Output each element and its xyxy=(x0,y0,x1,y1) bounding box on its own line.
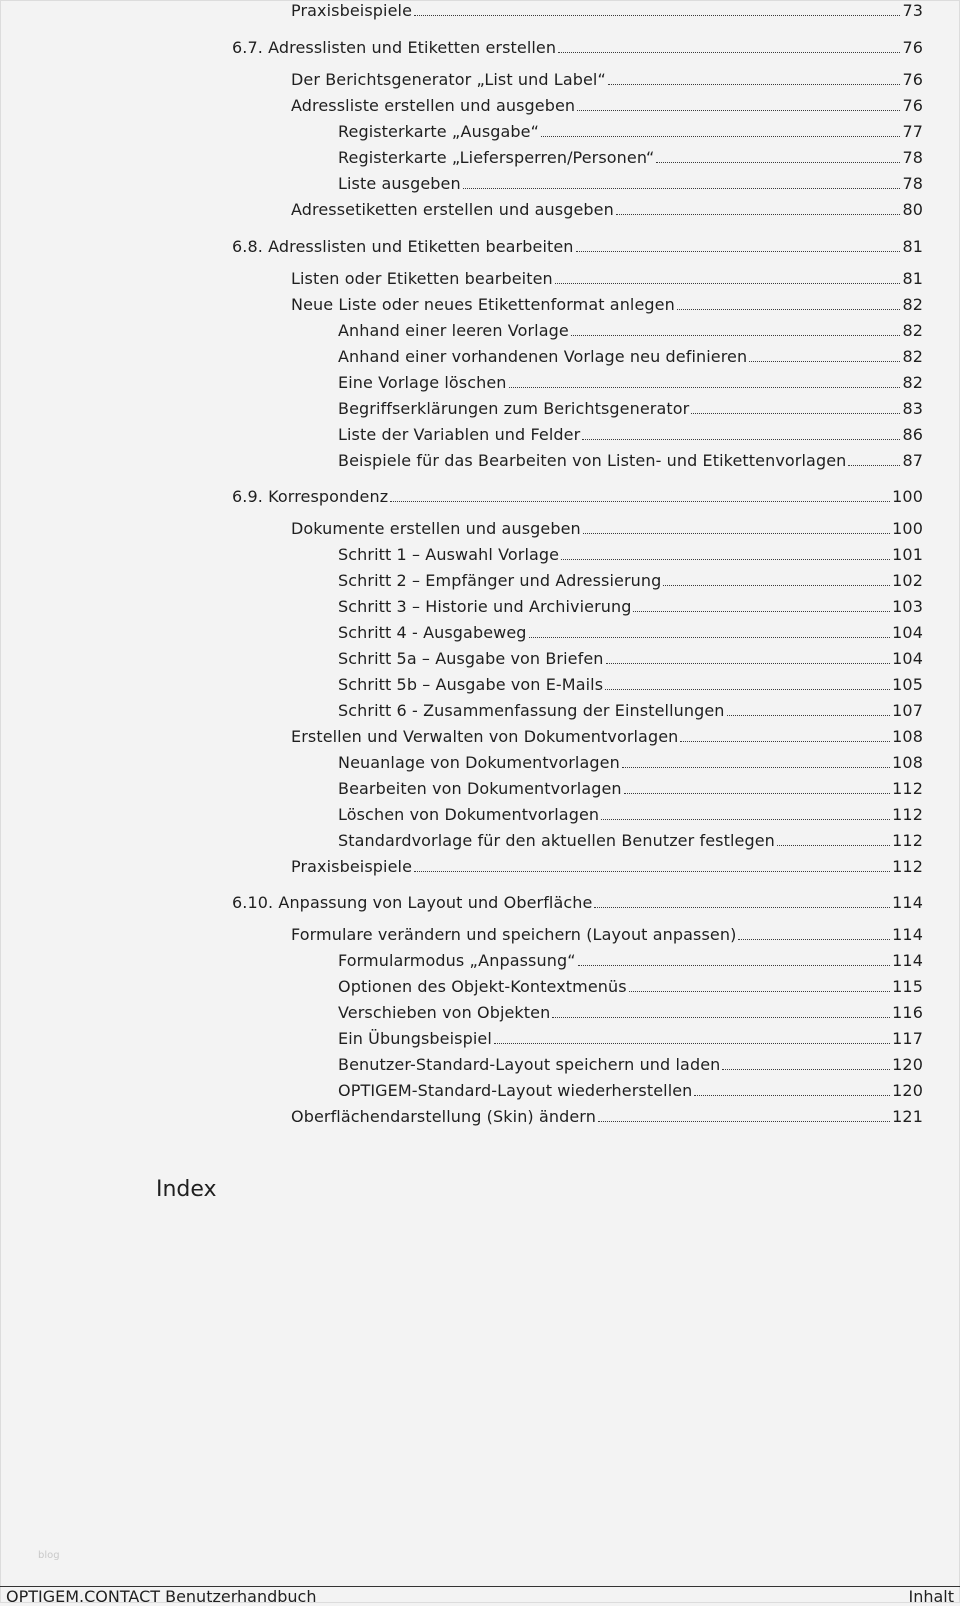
toc-leader-dots xyxy=(594,907,890,908)
toc-page-number: 76 xyxy=(902,96,923,115)
toc-page-number: 82 xyxy=(902,347,923,366)
toc-entry xyxy=(338,347,923,367)
toc-entry-label: Eine Vorlage löschen xyxy=(338,373,507,392)
toc-entry xyxy=(338,122,923,142)
toc-entry xyxy=(338,675,923,695)
toc-entry xyxy=(338,1003,923,1023)
toc-page-number: 101 xyxy=(892,545,923,564)
toc-leader-dots xyxy=(578,965,891,966)
toc-entry xyxy=(338,425,923,445)
toc-leader-dots xyxy=(624,793,890,794)
toc-entry-label: Dokumente erstellen und ausgeben xyxy=(291,519,581,538)
toc-entry-label: Schritt 2 – Empfänger und Adressierung xyxy=(338,571,662,590)
toc-entry-label: Praxisbeispiele xyxy=(291,1,413,20)
toc-page-number: 105 xyxy=(892,675,923,694)
toc-entry xyxy=(338,623,923,643)
toc-entry xyxy=(338,701,923,721)
toc-page-number: 114 xyxy=(892,951,923,970)
toc-leader-dots xyxy=(605,689,890,690)
toc-page-number: 112 xyxy=(892,831,923,850)
toc-entry-label: Neue Liste oder neues Etikettenformat anlegen xyxy=(291,295,675,314)
toc-entry xyxy=(338,831,923,851)
toc-entry-label: Begriffserklärungen zum Berichtsgenerator xyxy=(338,399,690,418)
toc-leader-dots xyxy=(694,1095,890,1096)
toc-leader-dots xyxy=(727,715,891,716)
toc-page-number: 114 xyxy=(892,893,923,912)
toc-entry xyxy=(338,753,923,773)
toc-page-number: 82 xyxy=(902,321,923,340)
toc-page-number: 104 xyxy=(892,623,923,642)
toc-leader-dots xyxy=(749,361,900,362)
toc-leader-dots xyxy=(622,767,890,768)
toc-page-number: 115 xyxy=(892,977,923,996)
footer-document-title: OPTIGEM.CONTACT Benutzerhandbuch xyxy=(6,1587,317,1606)
toc-leader-dots xyxy=(677,309,901,310)
toc-entry xyxy=(291,96,923,116)
toc-entry xyxy=(338,451,923,471)
toc-leader-dots xyxy=(390,501,890,502)
toc-entry-label: Erstellen und Verwalten von Dokumentvorlagen xyxy=(291,727,679,746)
toc-entry xyxy=(338,148,923,168)
toc-entry-label: Adressliste erstellen und ausgeben xyxy=(291,96,576,115)
toc-entry-label: Adressetiketten erstellen und ausgeben xyxy=(291,200,614,219)
toc-page-number: 77 xyxy=(902,122,923,141)
toc-page-number: 120 xyxy=(892,1081,923,1100)
toc-leader-dots xyxy=(633,611,890,612)
toc-entry-label: Verschieben von Objekten xyxy=(338,1003,551,1022)
toc-leader-dots xyxy=(552,1017,890,1018)
toc-leader-dots xyxy=(558,52,900,53)
toc-entry xyxy=(232,38,923,58)
toc-leader-dots xyxy=(463,188,901,189)
toc-leader-dots xyxy=(663,585,890,586)
toc-entry xyxy=(338,321,923,341)
toc-entry-label: Löschen von Dokumentvorlagen xyxy=(338,805,600,824)
toc-entry xyxy=(232,487,923,507)
toc-entry-label: Formularmodus „Anpassung“ xyxy=(338,951,576,970)
toc-page-number: 78 xyxy=(902,174,923,193)
toc-entry xyxy=(338,571,923,591)
toc-page-number: 100 xyxy=(892,519,923,538)
toc-entry xyxy=(338,1029,923,1049)
toc-entry-label: Schritt 3 – Historie und Archivierung xyxy=(338,597,632,616)
toc-page-number: 82 xyxy=(902,373,923,392)
toc-entry xyxy=(291,295,923,315)
toc-page-number: 107 xyxy=(892,701,923,720)
toc-leader-dots xyxy=(541,136,900,137)
toc-leader-dots xyxy=(656,162,900,163)
toc-entry-label: Schritt 5b – Ausgabe von E-Mails xyxy=(338,675,604,694)
toc-entry xyxy=(291,269,923,289)
toc-entry-label: 6.10. Anpassung von Layout und Oberfläche xyxy=(232,893,593,912)
toc-page-number: 76 xyxy=(902,38,923,57)
toc-leader-dots xyxy=(738,939,890,940)
toc-page-number: 100 xyxy=(892,487,923,506)
toc-entry xyxy=(338,174,923,194)
toc-entry xyxy=(291,200,923,220)
toc-entry-label: Optionen des Objekt-Kontextmenüs xyxy=(338,977,627,996)
toc-entry xyxy=(338,951,923,971)
toc-entry xyxy=(338,649,923,669)
toc-entry xyxy=(338,1081,923,1101)
toc-leader-dots xyxy=(571,335,901,336)
toc-page-number: 102 xyxy=(892,571,923,590)
toc-page-number: 73 xyxy=(902,1,923,20)
toc-leader-dots xyxy=(414,871,890,872)
toc-entry-label: Anhand einer leeren Vorlage xyxy=(338,321,569,340)
toc-leader-dots xyxy=(494,1043,890,1044)
toc-leader-dots xyxy=(691,413,900,414)
toc-entry-label: Beispiele für das Bearbeiten von Listen- und Etikettenvorlagen xyxy=(338,451,847,470)
toc-page-number: 82 xyxy=(902,295,923,314)
toc-entry-label: Der Berichtsgenerator „List und Label“ xyxy=(291,70,606,89)
toc-page-number: 114 xyxy=(892,925,923,944)
toc-page-number: 83 xyxy=(902,399,923,418)
toc-page-number: 108 xyxy=(892,753,923,772)
toc-entry-label: Listen oder Etiketten bearbeiten xyxy=(291,269,553,288)
toc-entry xyxy=(291,1,923,21)
toc-leader-dots xyxy=(722,1069,890,1070)
toc-page-number: 81 xyxy=(902,269,923,288)
toc-entry xyxy=(338,977,923,997)
toc-entry xyxy=(338,399,923,419)
toc-entry-label: Schritt 5a – Ausgabe von Briefen xyxy=(338,649,604,668)
toc-page-number: 120 xyxy=(892,1055,923,1074)
toc-entry-label: Oberflächendarstellung (Skin) ändern xyxy=(291,1107,596,1126)
toc-page-number: 117 xyxy=(892,1029,923,1048)
toc-entry xyxy=(291,519,923,539)
toc-entry-label: Liste ausgeben xyxy=(338,174,461,193)
toc-entry-label: Benutzer-Standard-Layout speichern und laden xyxy=(338,1055,721,1074)
toc-leader-dots xyxy=(848,465,900,466)
toc-entry xyxy=(338,373,923,393)
toc-page-number: 87 xyxy=(902,451,923,470)
toc-entry-label: Bearbeiten von Dokumentvorlagen xyxy=(338,779,622,798)
toc-leader-dots xyxy=(529,637,891,638)
toc-page-number: 121 xyxy=(892,1107,923,1126)
toc-entry xyxy=(232,237,923,257)
toc-page-number: 76 xyxy=(902,70,923,89)
toc-leader-dots xyxy=(616,214,901,215)
toc-leader-dots xyxy=(608,84,901,85)
toc-entry xyxy=(291,70,923,90)
toc-page-number: 116 xyxy=(892,1003,923,1022)
toc-leader-dots xyxy=(606,663,891,664)
toc-page-number: 112 xyxy=(892,805,923,824)
toc-leader-dots xyxy=(576,251,901,252)
toc-entry-label: Neuanlage von Dokumentvorlagen xyxy=(338,753,620,772)
watermark-text: blog xyxy=(38,1550,60,1561)
toc-page-number: 108 xyxy=(892,727,923,746)
toc-entry-label: 6.8. Adresslisten und Etiketten bearbeiten xyxy=(232,237,574,256)
toc-entry-label: Registerkarte „Liefersperren/Personen“ xyxy=(338,148,655,167)
toc-leader-dots xyxy=(680,741,890,742)
toc-entry-label: OPTIGEM-Standard-Layout wiederherstellen xyxy=(338,1081,693,1100)
toc-page-number: 81 xyxy=(902,237,923,256)
toc-leader-dots xyxy=(777,845,890,846)
index-heading: Index xyxy=(156,1177,217,1202)
toc-leader-dots xyxy=(555,283,901,284)
toc-page-number: 112 xyxy=(892,779,923,798)
toc-entry-label: Ein Übungsbeispiel xyxy=(338,1029,492,1048)
toc-entry-label: 6.9. Korrespondenz xyxy=(232,487,389,506)
toc-leader-dots xyxy=(598,1121,890,1122)
toc-leader-dots xyxy=(601,819,890,820)
toc-leader-dots xyxy=(561,559,890,560)
toc-leader-dots xyxy=(582,439,900,440)
toc-leader-dots xyxy=(414,15,900,16)
toc-leader-dots xyxy=(629,991,890,992)
toc-entry-label: Schritt 1 – Auswahl Vorlage xyxy=(338,545,560,564)
toc-entry-label: Liste der Variablen und Felder xyxy=(338,425,581,444)
toc-entry xyxy=(338,1055,923,1075)
toc-entry xyxy=(291,1107,923,1127)
toc-entry xyxy=(338,545,923,565)
toc-page-number: 78 xyxy=(902,148,923,167)
toc-entry-label: 6.7. Adresslisten und Etiketten erstellen xyxy=(232,38,557,57)
toc-entry xyxy=(232,893,923,913)
toc-page-number: 86 xyxy=(902,425,923,444)
toc-entry-label: Schritt 4 - Ausgabeweg xyxy=(338,623,527,642)
toc-entry-label: Schritt 6 - Zusammenfassung der Einstellungen xyxy=(338,701,725,720)
toc-page-number: 112 xyxy=(892,857,923,876)
toc-entry xyxy=(291,857,923,877)
footer-section-name: Inhalt xyxy=(908,1587,954,1606)
toc-entry-label: Formulare verändern und speichern (Layout anpassen) xyxy=(291,925,737,944)
toc-leader-dots xyxy=(509,387,901,388)
toc-entry-label: Anhand einer vorhandenen Vorlage neu definieren xyxy=(338,347,748,366)
toc-entry xyxy=(338,779,923,799)
toc-entry xyxy=(338,597,923,617)
toc-leader-dots xyxy=(577,110,900,111)
toc-leader-dots xyxy=(583,533,890,534)
toc-entry xyxy=(338,805,923,825)
toc-entry-label: Praxisbeispiele xyxy=(291,857,413,876)
toc-entry xyxy=(291,727,923,747)
toc-entry xyxy=(291,925,923,945)
toc-entry-label: Registerkarte „Ausgabe“ xyxy=(338,122,540,141)
toc-entry-label: Standardvorlage für den aktuellen Benutzer festlegen xyxy=(338,831,775,850)
toc-page-number: 104 xyxy=(892,649,923,668)
toc-page-number: 103 xyxy=(892,597,923,616)
toc-page-number: 80 xyxy=(902,200,923,219)
